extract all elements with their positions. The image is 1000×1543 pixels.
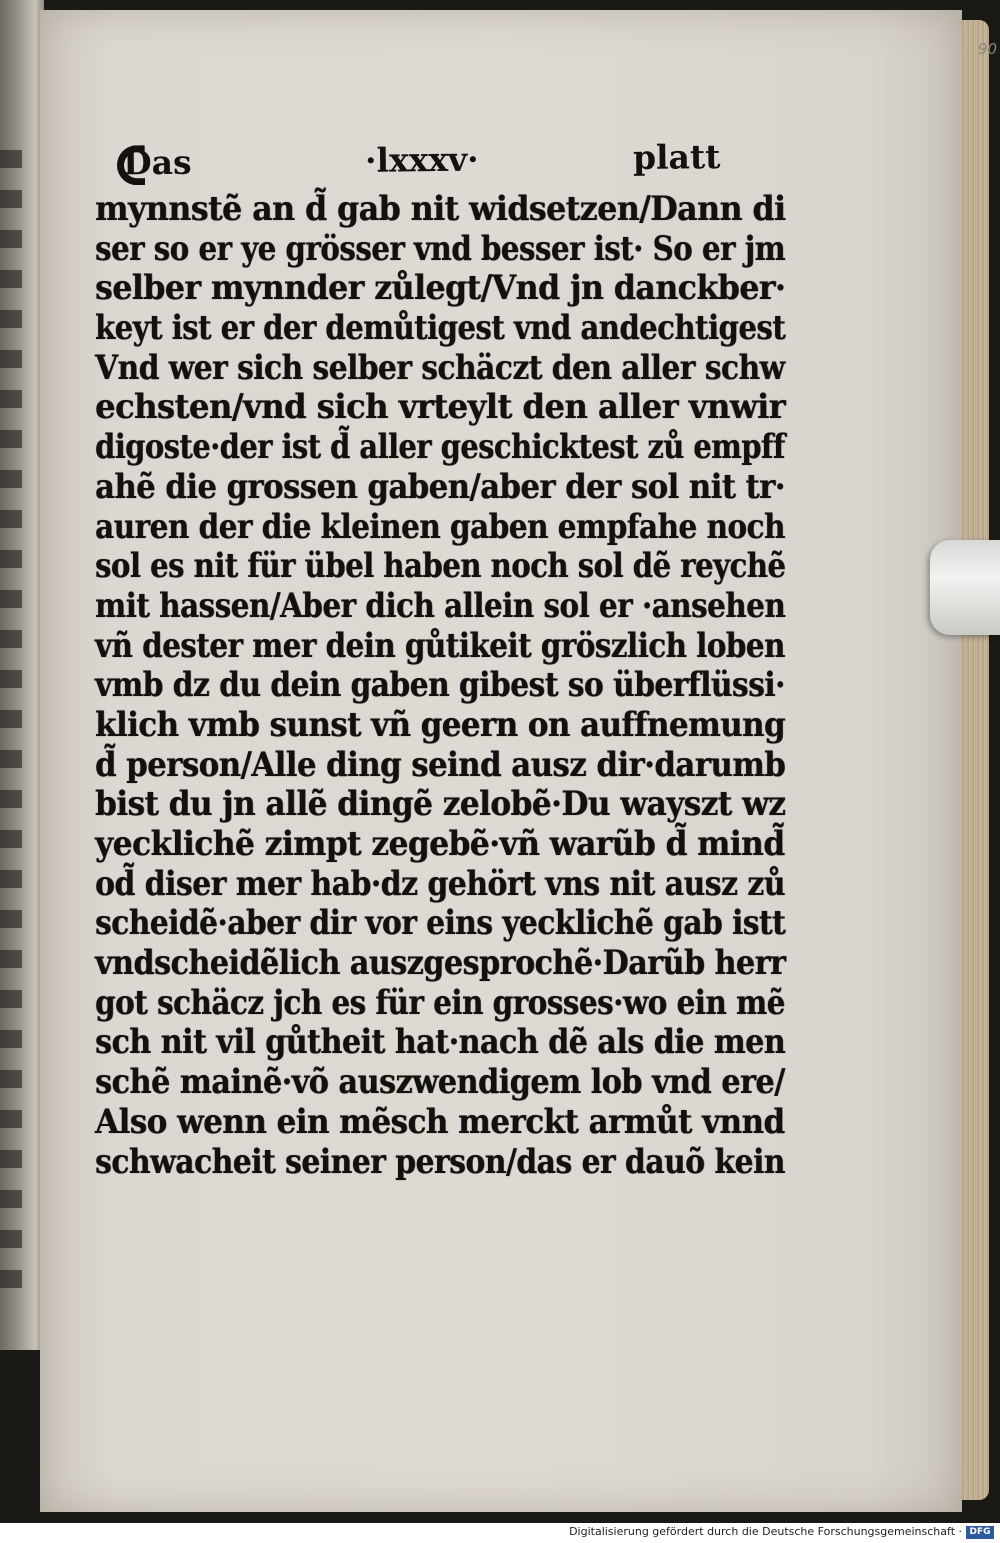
text-line: sol es nit für übel haben noch sol dẽ reychẽ <box>95 546 786 587</box>
text-line: digoste·der ist d̃ aller geschicktest zů empff <box>95 427 785 468</box>
text-line: keyt ist er der demůtigest vnd andechtigest <box>95 308 786 349</box>
text-line: vndscheidẽlich auszgesprochẽ·Darũb herr <box>95 943 786 984</box>
text-line: vmb dz du dein gaben gibest so überflüssi· <box>95 665 785 706</box>
text-line: yecklichẽ zimpt zegebẽ·vñ warũb d̃ mind̃ <box>95 824 785 864</box>
facing-page-edge <box>0 0 44 1350</box>
text-line: bist du jn allẽ dingẽ zelobẽ·Du wayszt wz <box>95 784 786 825</box>
text-line: klich vmb sunst vñ geern on auffnemung <box>95 704 786 745</box>
text-line: Also wenn ein mẽsch merckt armůt vnnd <box>95 1101 785 1142</box>
text-line: auren der die kleinen gaben empfahe noch <box>95 506 785 547</box>
text-line: sch nit vil gůtheit hat·nach dẽ als die men <box>95 1022 786 1063</box>
header-leaf-number: ·lxxxv· <box>364 139 479 180</box>
text-line: d̃ person/Alle ding seind ausz dir·darumb <box>95 744 786 785</box>
digitization-credit: Digitalisierung gefördert durch die Deutsche Forschungsgemeinschaft · <box>569 1525 962 1538</box>
text-line: got schäcz jch es für ein grosses·wo ein mẽ <box>95 982 785 1023</box>
text-line: ahẽ die grossen gaben/aber der sol nit tr· <box>95 466 785 507</box>
header-right: platt <box>632 137 721 178</box>
text-line: vñ dester mer dein gůtikeit gröszlich loben <box>95 625 785 666</box>
facing-page-text <box>0 150 22 1300</box>
text-line: mit hassen/Aber dich allein sol er ·ansehen <box>95 585 786 626</box>
text-line: echsten/vnd sich vrteylt den aller vnwir <box>95 387 786 428</box>
text-line: schẽ mainẽ·võ auszwendigem lob vnd ere/ <box>95 1062 785 1103</box>
page-clip <box>930 540 1000 635</box>
text-block <box>95 138 795 1182</box>
text-line: ser so er ye grösser vnd besser ist· So er jm <box>95 228 786 269</box>
text-line: selber mynnder zůlegt/Vnd jn danckber· <box>95 268 786 309</box>
running-header <box>95 134 796 193</box>
text-line: scheidẽ·aber dir vor eins yecklichẽ gab istt <box>95 903 786 944</box>
dfg-logo: DFG <box>966 1526 994 1539</box>
header-left: Das <box>122 142 192 183</box>
folio-number: 90 <box>978 40 998 58</box>
text-line: mynnstẽ an d̃ gab nit widsetzen/Dann di <box>95 189 786 229</box>
text-line: Vnd wer sich selber schäczt den aller schw <box>95 347 785 388</box>
text-line: od̃ diser mer hab·dz gehört vns nit ausz zů <box>95 863 785 904</box>
text-line: schwacheit seiner person/das er dauõ kein <box>95 1141 785 1182</box>
text-lines <box>95 190 795 1182</box>
